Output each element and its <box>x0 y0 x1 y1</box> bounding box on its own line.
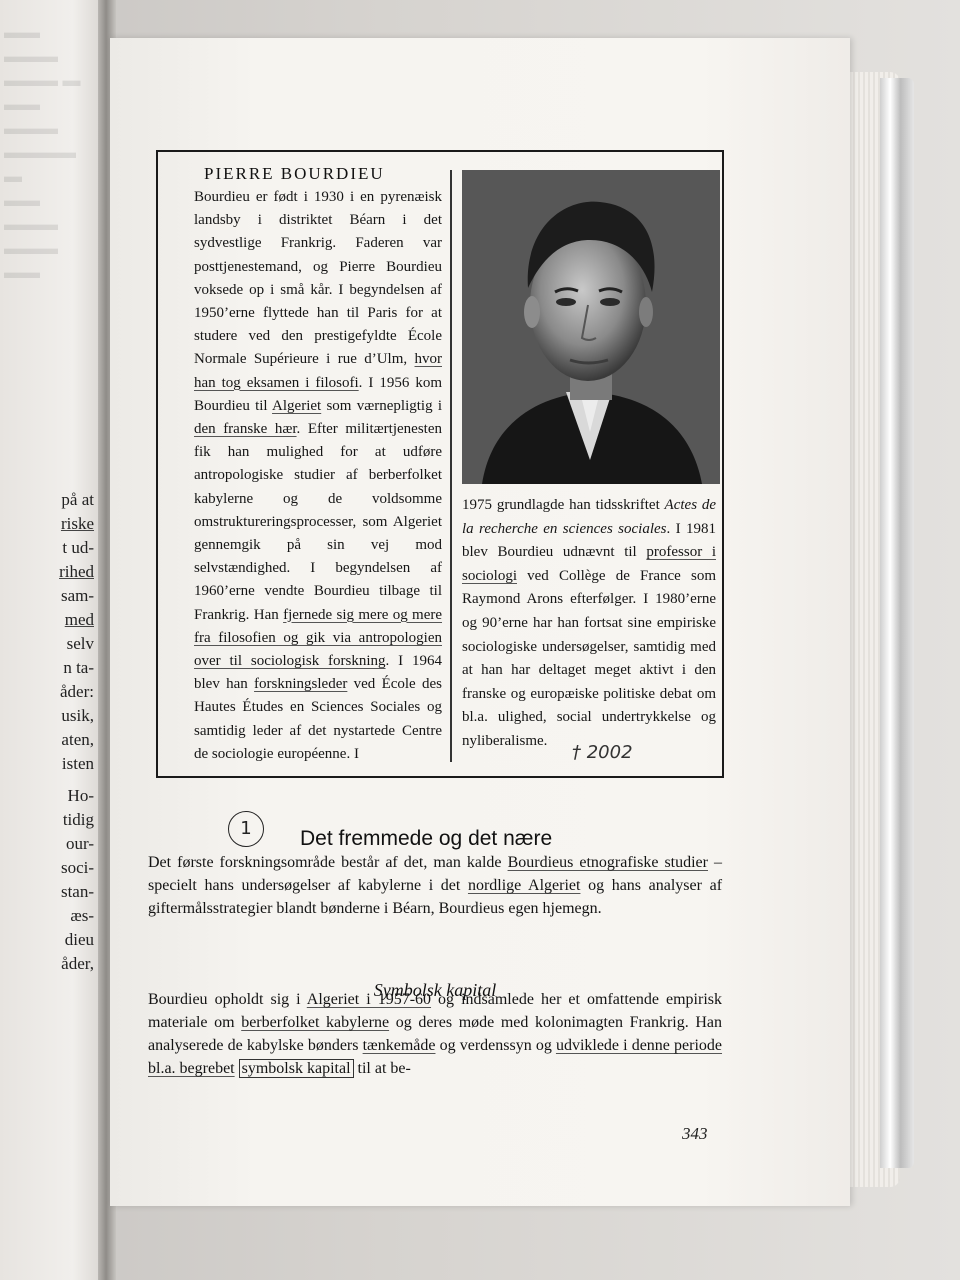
portrait-illustration <box>462 170 720 484</box>
bio-column-2 <box>462 494 716 754</box>
body-text: og indsamlede her et omfattende empirisk materiale om <box>148 991 722 1031</box>
bio-text: . Efter militærtjenesten fik han mulighed for at udføre antropologiske studier af berberfolket kabylerne og de voldsomme omstruktureringsprocesser, som Algeriet gennemgik på sin vej mod selvstændighed. I begyndelsen af 1960’erne vendte Bourdieu tilbage til Frankrig. Han <box>194 421 442 623</box>
left-page-fragment: riske <box>60 514 94 533</box>
subsection-paragraph <box>148 988 722 1080</box>
body-underlined: berberfolket kabylerne <box>241 1014 390 1031</box>
body-text: Det første forskningsområde består af det, man kalde <box>148 854 508 871</box>
body-underlined: Bourdieus etnografiske studier <box>507 854 708 871</box>
handwritten-section-number: 1 <box>228 811 264 847</box>
right-page <box>110 38 850 1206</box>
body-text: og hans analyser af giftermålsstrategier blandt bønderne i Béarn, Bourdieus egen hjemegn. <box>148 877 723 917</box>
boxed-term: symbolsk kapital <box>239 1059 354 1078</box>
bio-underlined: fjernede sig mere og mere fra filosofien og gik via antropologien over til sociologisk forskning <box>194 606 443 670</box>
left-page-fragment: our- <box>66 834 94 853</box>
bio-underlined: professor i sociologi <box>462 544 716 584</box>
bio-underlined: hvor han tog eksamen i filosofi <box>194 351 442 391</box>
bio-text: Bourdieu er født i 1930 i en pyrenæisk landsby i distriktet Béarn i det sydvestlige Frankrig. Faderen var posttjenestemand, og Pierre Bourdieu voksede op i små kår. I begyndelsen af 1950’erne flyttede han til Paris for at studere ved den prestigefyldte École Normale Supérieure i rue d’Ulm, <box>194 189 442 368</box>
section-paragraph <box>148 851 722 920</box>
left-page-fragment: tidig <box>62 810 94 829</box>
bio-text: . I 1981 blev Bourdieu udnævnt til <box>462 520 716 561</box>
left-page-fragment: Ho- <box>67 786 94 805</box>
left-page-fragment: på at <box>61 490 94 509</box>
left-page-fragment: æs- <box>70 906 94 925</box>
left-page-fragment: selv <box>66 634 94 653</box>
body-text: til at be- <box>353 1060 411 1077</box>
bio-text: ved Collège de France som Raymond Arons efterfølger. I 1980’erne og 90’erne har han fortsat sine empiriske sociologiske undersøgelser, samtidig med at han har deltaget meget aktivt i den franske og europæiske politiske debat om bl.a. ulighed, social undertrykkelse og nyliberalisme. <box>462 567 716 749</box>
left-page-fragment: usik, <box>61 706 94 725</box>
body-text: og verdenssyn og <box>435 1037 556 1054</box>
bio-box <box>156 150 724 778</box>
bio-text: 1975 grundlagde han tidsskriftet <box>462 497 665 513</box>
bio-text: ved École des Hautes Études en Sciences Sociales og samtidig leder af det nystartede Centre de sociologie européenne. I <box>194 676 442 762</box>
body-text: og deres møde med kolonimagten Frankrig. Han analyserede de kabylske bønders <box>148 1014 722 1054</box>
left-page-faded-text: ▬▬ ▬▬▬ ▬▬▬ ▬ ▬▬ ▬▬▬ ▬▬▬▬ ▬ ▬▬ ▬▬▬ ▬▬▬ ▬▬ <box>4 22 81 282</box>
left-page-fragment: med <box>64 610 94 629</box>
bio-text: som værnepligtig i <box>321 397 443 414</box>
bio-underlined: forskningsleder <box>254 676 348 693</box>
body-underlined: Algeriet i 1957-60 <box>306 991 432 1008</box>
column-divider <box>450 170 452 762</box>
bio-column-1 <box>194 186 442 766</box>
bio-underlined: den franske hær <box>194 421 297 438</box>
page-number: 343 <box>682 1124 708 1143</box>
subsection-title: Symbolsk kapital <box>373 980 497 1000</box>
book-cover-edge <box>880 78 914 1168</box>
left-page-fragment: åder: <box>60 682 94 701</box>
body-underlined: nordlige Algeriet <box>467 877 581 894</box>
left-page-fragment: stan- <box>60 882 94 901</box>
body-text: Bourdieu opholdt sig i <box>148 991 307 1008</box>
left-page-fragment: dieu <box>64 930 94 949</box>
bio-text: . I 1964 blev han <box>194 653 442 693</box>
left-page-fragment: n ta- <box>63 658 94 677</box>
body-underlined: udviklede i denne periode bl.a. begrebet <box>148 1037 723 1077</box>
left-page-fragment: rihed <box>59 562 94 581</box>
left-page-fragment: isten <box>61 754 94 773</box>
journal-title: Actes de la recherche en sciences sociales <box>462 497 716 537</box>
body-underlined: tænkemåde <box>362 1037 436 1054</box>
left-page-fragment: soci- <box>60 858 94 877</box>
left-page-fragment: aten, <box>61 730 94 749</box>
bio-underlined: Algeriet <box>272 397 322 414</box>
left-page-fragment: t ud- <box>62 538 94 557</box>
portrait-photo <box>462 170 720 484</box>
body-text: – specielt hans undersøgelser af kabylerne i det <box>148 854 723 894</box>
section-title: Det fremmede og det nære <box>300 827 553 850</box>
bio-title: PIERRE BOURDIEU <box>204 164 385 183</box>
left-page <box>0 0 104 1280</box>
handwritten-death-note: † 2002 <box>572 742 633 763</box>
bio-text: . I 1956 kom Bourdieu til <box>194 374 442 414</box>
left-page-fragment: sam- <box>60 586 94 605</box>
left-page-fragment: åder, <box>61 954 94 973</box>
